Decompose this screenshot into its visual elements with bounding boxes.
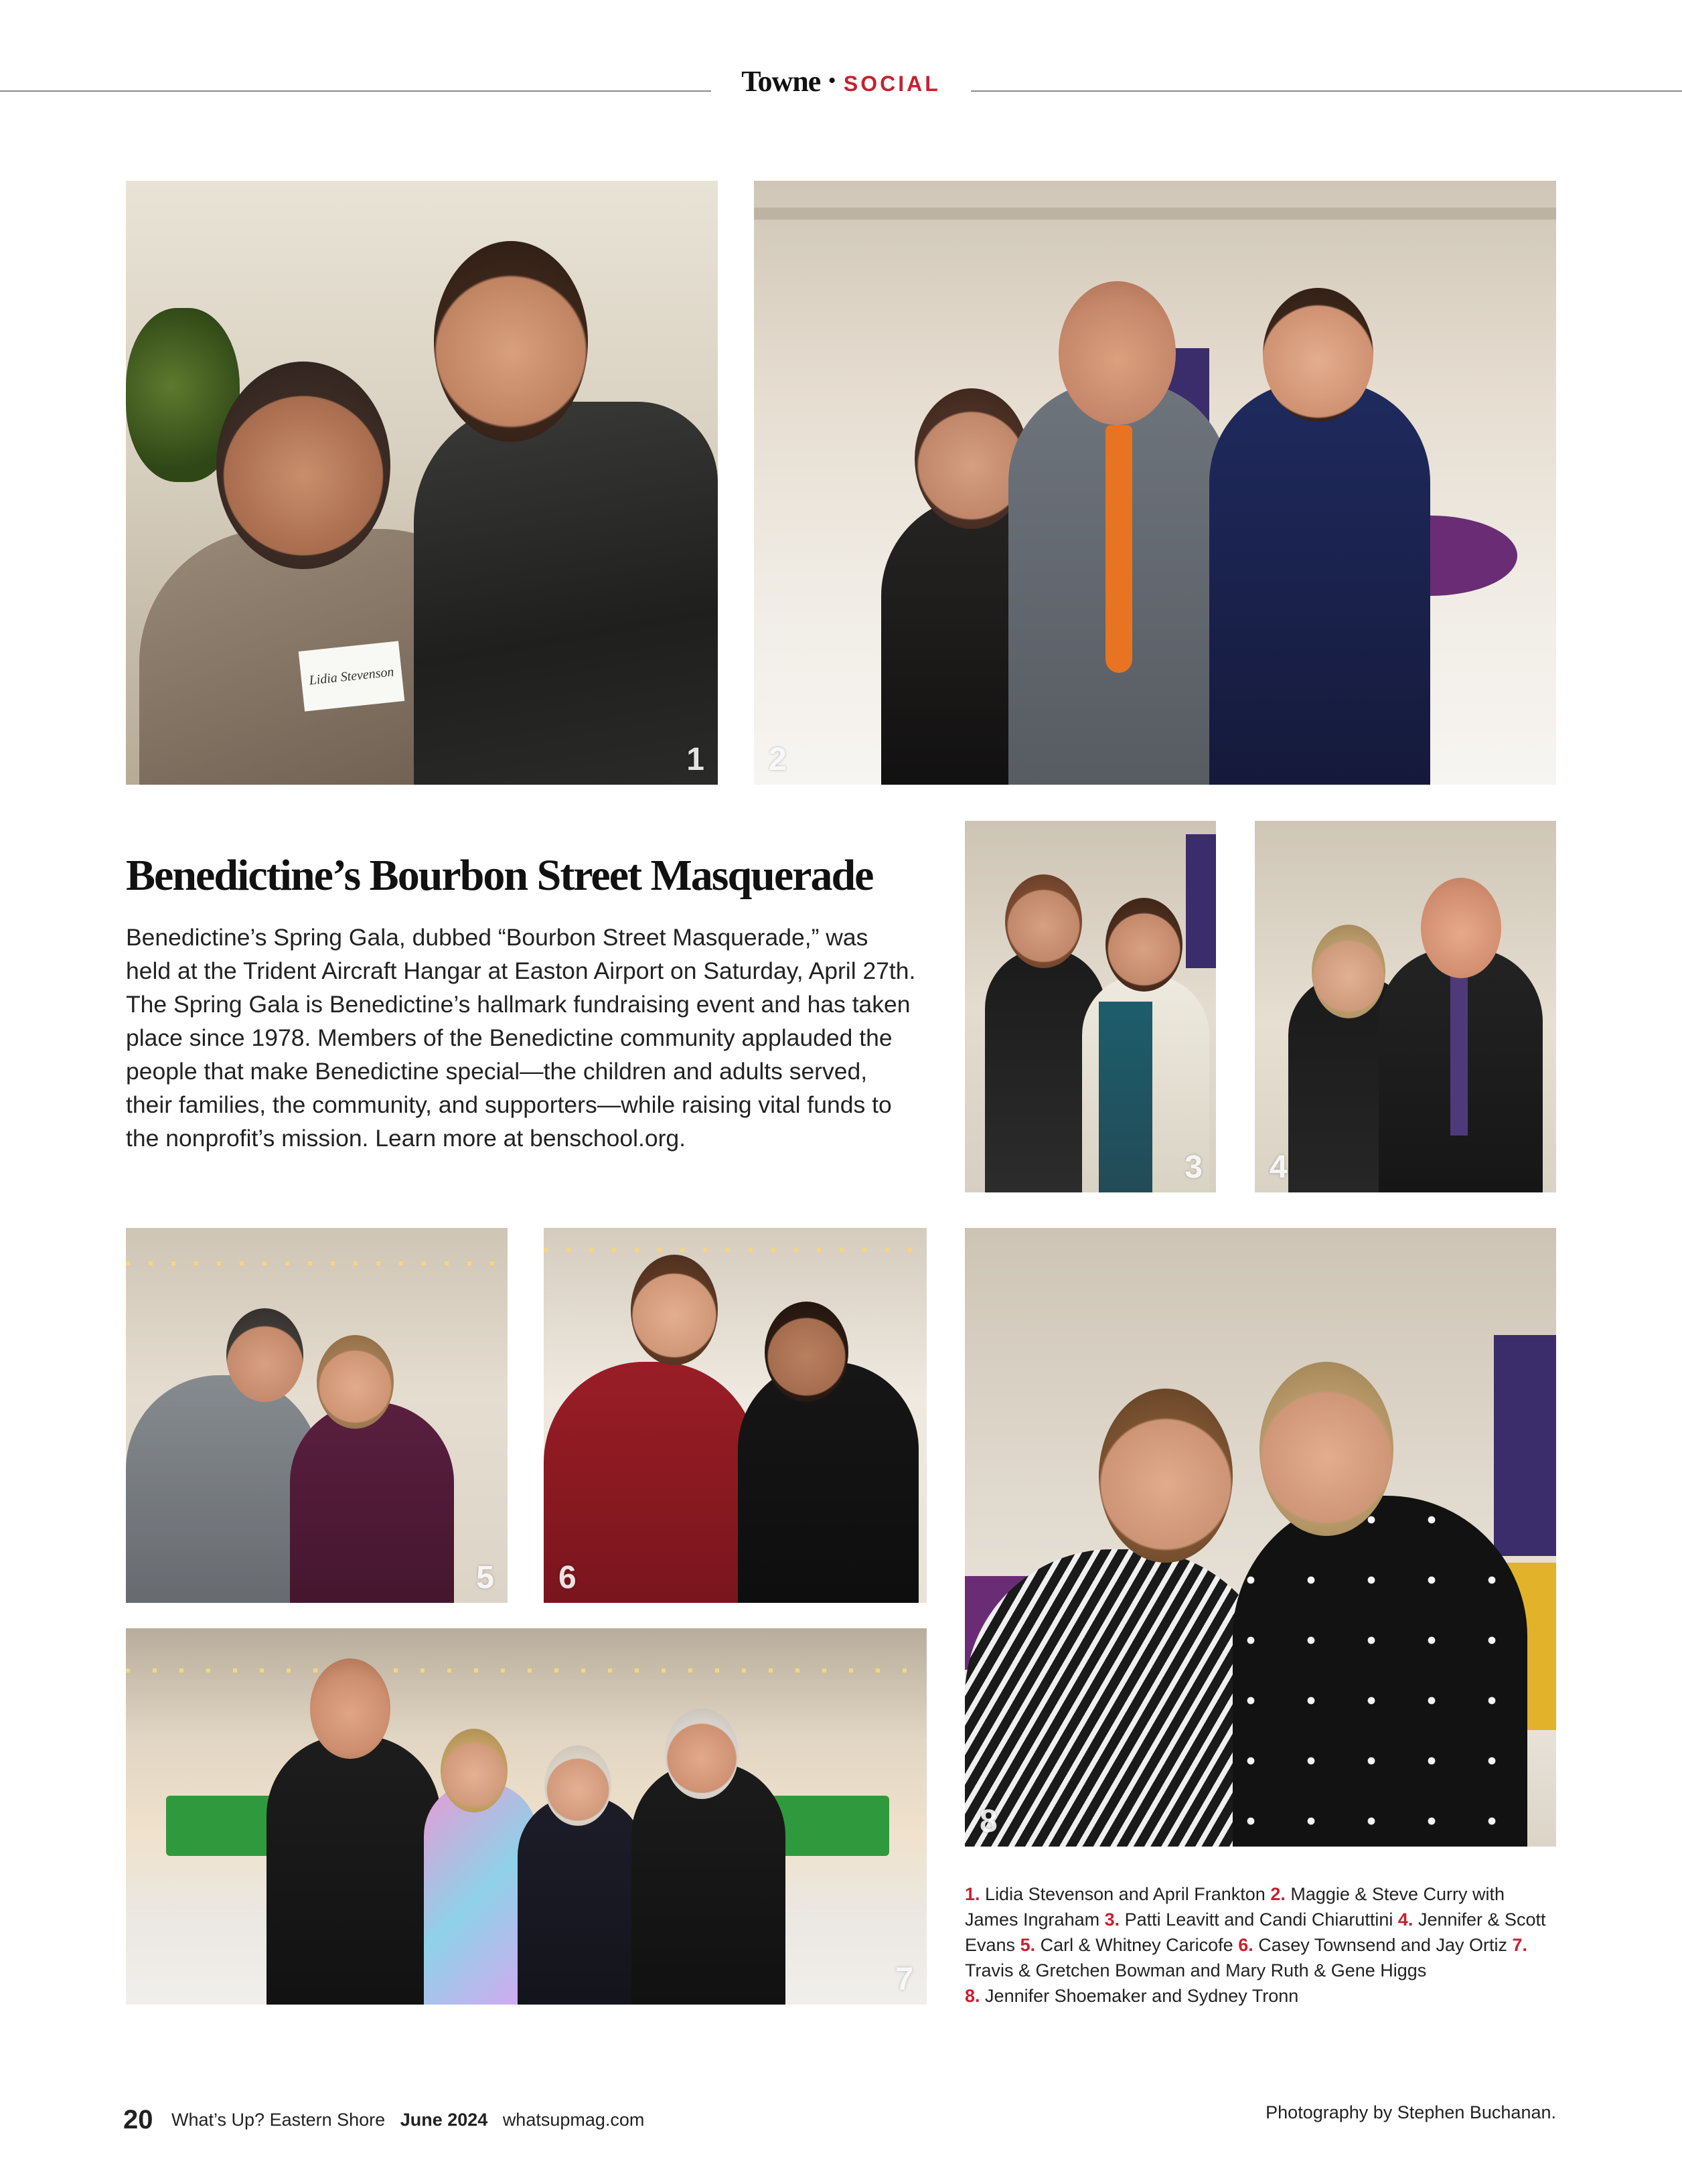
caption-text: Patti Leavitt and Candi Chiaruttini [1124, 1909, 1393, 1930]
article-body: Benedictine’s Spring Gala, dubbed “Bourbon Street Masquerade,” was held at the Trident Aircraft Hangar at Easton Airport on Saturday, April 27th. The Spring Gala is Benedictine’s hallmark fundraising event and has taken place since 1978. Members of the Benedictine community applauded the people that make Benedictine special—the children and adults served, their families, the community, and supporters—while raising vital funds to the nonprofit’s mission. Learn more at benschool.org. [126, 924, 916, 1152]
head-candi [1105, 898, 1182, 992]
head-carl [226, 1308, 303, 1402]
caption-text: Jennifer & Scott Evans [965, 1909, 1546, 1955]
tie-purple [1450, 975, 1468, 1136]
photo-captions [965, 1881, 1554, 2009]
person-sydney [1233, 1496, 1527, 1847]
photo-number: 1 [686, 742, 704, 777]
caption-number: 7. [1512, 1935, 1527, 1955]
person-gene [631, 1762, 785, 2005]
photo-number: 6 [558, 1560, 577, 1595]
head-gene [665, 1709, 739, 1799]
person-whitney [290, 1402, 454, 1603]
caption-text: Maggie & Steve Curry with James Ingraham [965, 1884, 1505, 1930]
person-jay [738, 1362, 919, 1603]
hangar-beam [754, 208, 1556, 220]
tie-orange [1105, 425, 1132, 673]
photo-1 [126, 181, 718, 785]
banner [1186, 834, 1216, 968]
caption-number: 2. [1270, 1884, 1286, 1904]
caption-number: 4. [1397, 1909, 1413, 1930]
photo-number: 8 [980, 1804, 998, 1839]
photo-2 [754, 181, 1556, 785]
head-steve [1059, 281, 1176, 425]
header-section: SOCIAL [843, 72, 941, 96]
photo-number: 7 [895, 1962, 913, 1997]
photo-4 [1255, 821, 1556, 1192]
head-jennifer [1312, 925, 1385, 1018]
head-james [1263, 288, 1373, 422]
head-april [434, 241, 588, 442]
head-mary-ruth [544, 1745, 611, 1826]
issue-date: June 2024 [400, 2110, 488, 2130]
string-lights [126, 1261, 508, 1265]
head-travis [310, 1658, 390, 1759]
photo-credit: Photography by Stephen Buchanan. [1266, 2102, 1556, 2122]
photo-5 [126, 1228, 508, 1603]
caption-number: 5. [1020, 1935, 1036, 1955]
head-whitney [317, 1335, 394, 1429]
page-footer-left [123, 2102, 644, 2132]
caption-text: Casey Townsend and Jay Ortiz [1258, 1935, 1507, 1955]
string-lights [544, 1248, 927, 1252]
page-header [0, 64, 1682, 98]
photo-number: 4 [1270, 1150, 1288, 1185]
table-green-right [769, 1796, 889, 1856]
publication-name: What’s Up? Eastern Shore [171, 2110, 386, 2130]
caption-number: 6. [1238, 1935, 1253, 1955]
person-james [1209, 382, 1430, 785]
photo-number: 5 [476, 1560, 494, 1595]
head-sydney [1259, 1362, 1393, 1536]
head-lidia [216, 362, 390, 569]
head-patti [1005, 874, 1082, 968]
caption-text: Jennifer Shoemaker and Sydney Tronn [985, 1986, 1299, 2006]
header-separator: • [828, 70, 836, 92]
person-mary-ruth [518, 1796, 645, 2005]
person-travis [266, 1735, 441, 2005]
photo-8 [965, 1228, 1556, 1847]
head-gretchen [441, 1729, 508, 1812]
header-brand: Towne [741, 65, 821, 98]
photo-number: 2 [769, 742, 787, 777]
caption-number: 1. [965, 1884, 980, 1904]
caption-text: Travis & Gretchen Bowman and Mary Ruth & Gene Higgs [965, 1960, 1427, 1980]
banner [1494, 1335, 1556, 1556]
page-number: 20 [123, 2105, 153, 2134]
website-link[interactable]: whatsupmag.com [502, 2110, 645, 2130]
caption-text: Lidia Stevenson and April Frankton [985, 1884, 1266, 1904]
article-title: Benedictine’s Bourbon Street Masquerade [126, 851, 873, 900]
caption-text: Carl & Whitney Caricofe [1040, 1935, 1233, 1955]
head-jennifer-shoemaker [1099, 1389, 1233, 1563]
photo-number: 3 [1184, 1150, 1203, 1185]
caption-number: 8. [965, 1986, 980, 2006]
head-casey [631, 1255, 718, 1365]
person-april [414, 402, 718, 785]
name-tag: Lidia Stevenson [299, 641, 405, 711]
caption-number: 3. [1104, 1909, 1120, 1930]
head-jay [765, 1302, 848, 1402]
head-scott [1421, 878, 1501, 978]
dress-pattern [1099, 1002, 1152, 1192]
photo-7 [126, 1628, 927, 2005]
photo-6 [544, 1228, 927, 1603]
photo-3 [965, 821, 1216, 1192]
string-lights [126, 1668, 927, 1672]
